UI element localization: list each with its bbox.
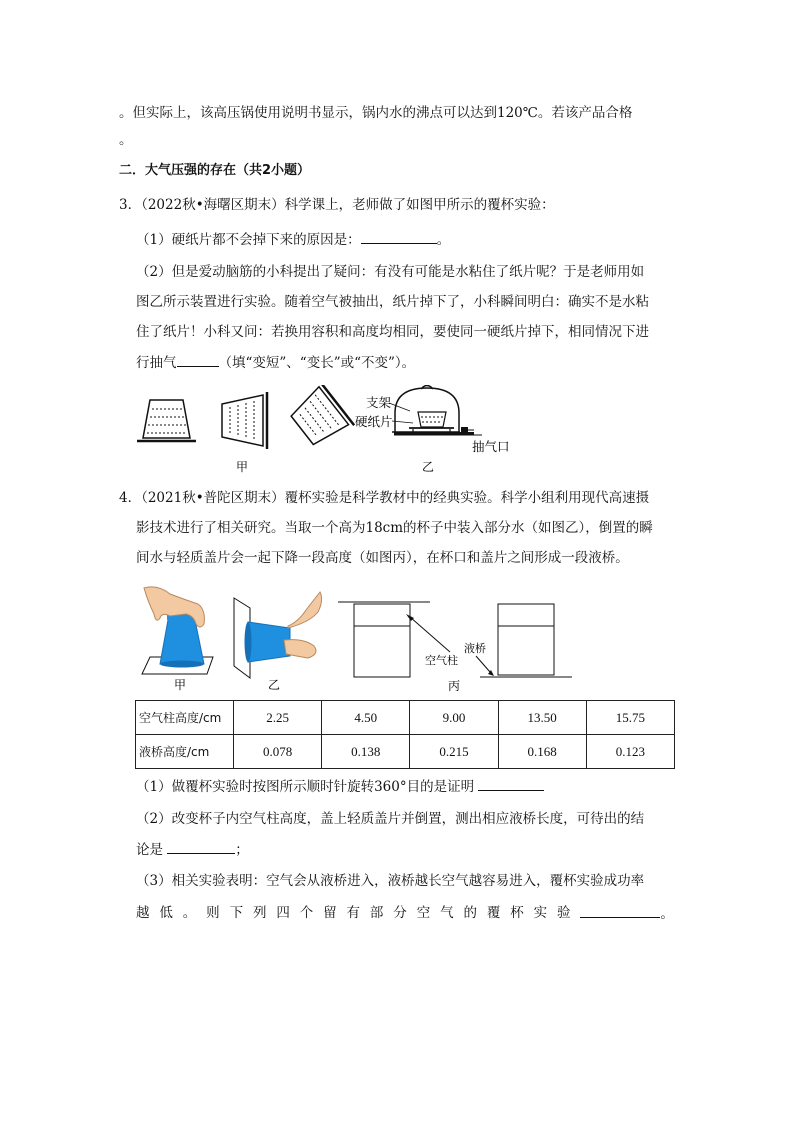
table-cell: 0.138	[322, 735, 410, 769]
row-header: 空气柱高度/cm	[136, 701, 234, 735]
fig-label-bing: 丙	[448, 679, 461, 693]
q4-sub2-line1: （2）改变杯子内空气柱高度，盖上轻质盖片并倒置，测出相应液桥长度，可待出的结	[136, 811, 645, 827]
fig-label-jia: 甲	[174, 678, 187, 692]
char: 个	[299, 905, 314, 921]
q3-part2-line4	[136, 353, 415, 372]
char: 气	[440, 905, 454, 921]
table-cell: 0.123	[586, 735, 674, 769]
table-cell: 0.168	[498, 735, 586, 769]
bing-left-cup	[338, 602, 430, 677]
q3-part2-line4b: （填“变短”、“变长”或“不变”）。	[218, 355, 416, 371]
label-air-column: 空气柱	[425, 654, 458, 667]
fig-label-jia: 甲	[236, 460, 249, 474]
intro-line-end: 。	[119, 132, 133, 148]
char: 分	[393, 905, 407, 921]
q4-sub2-line2	[136, 840, 249, 859]
char: 四	[276, 905, 290, 921]
bing-right-cup	[480, 604, 572, 677]
q3-part1-end: 。	[436, 232, 451, 248]
q4-line3: 间水与轻质盖片会一起下降一段高度（如图丙），在杯口和盖片之间形成一段液桥。	[136, 550, 629, 566]
bell-jar-apparatus	[392, 386, 482, 436]
table-cell: 9.00	[410, 701, 498, 735]
data-table	[135, 700, 675, 769]
q3-part1	[136, 230, 450, 249]
char: 下	[229, 905, 244, 921]
char: 的	[463, 905, 477, 921]
intro-line: 。但实际上，该高压锅使用说明书显示，锅内水的沸点可以达到120℃。若该产品合格	[119, 105, 633, 121]
row-header: 液桥高度/cm	[136, 735, 234, 769]
char: 越	[136, 905, 150, 921]
table-row	[136, 701, 675, 735]
q4-figure	[138, 582, 588, 694]
q4-sub2-line2b: ；	[235, 842, 249, 858]
q3-figure	[130, 385, 510, 477]
q4-sub1	[136, 777, 544, 796]
q4-line2: 影技术进行了相关研究。当取一个高为18cm的杯子中装入部分水（如图乙），倒置的瞬	[136, 520, 653, 536]
char: 列	[252, 905, 267, 921]
answer-blank[interactable]	[478, 777, 544, 791]
q3-header: 3．（2022秋•海曙区期末）科学课上，老师做了如图甲所示的覆杯实验：	[119, 197, 555, 213]
char: 则	[206, 905, 220, 921]
char: 杯	[510, 905, 524, 921]
fig-label-yi: 乙	[422, 460, 435, 474]
q4-sub2-line2a: 论是	[136, 842, 163, 858]
table-cell: 13.50	[498, 701, 586, 735]
q4-sub3-line2	[136, 904, 674, 923]
q4-line1: 4．（2021秋•普陀区期末）覆杯实验是科学教材中的经典实验。科学小组利用现代高速摄	[119, 490, 650, 506]
table-cell: 2.25	[234, 701, 322, 735]
cup-upright-icon	[137, 400, 196, 441]
q3-part2-line2: 图乙所示装置进行实验。随着空气被抽出，纸片掉下了，小科瞬间明白：确实不是水粘	[136, 294, 649, 310]
char: 覆	[486, 905, 501, 921]
answer-blank[interactable]	[177, 353, 219, 367]
char: 留	[323, 905, 337, 921]
label-liquid-bridge: 液桥	[464, 642, 486, 655]
q3-part2-line1: （2）但是爱动脑筋的小科提出了疑问：有没有可能是水粘住了纸片呢？于是老师用如	[136, 264, 645, 280]
char: 验	[557, 905, 571, 921]
fig-label-yi: 乙	[268, 678, 281, 692]
cup-sideways-icon	[222, 392, 267, 449]
q3-part2-line3: 住了纸片！小科又问：若换用容积和高度均相同，要使同一硬纸片掉下，相同情况下进	[136, 324, 649, 340]
table-row	[136, 735, 675, 769]
cup-sideways-blue-icon	[234, 592, 322, 678]
section-title: 二．大气压强的存在（共2小题）	[119, 163, 311, 178]
answer-blank[interactable]	[167, 840, 235, 854]
q4-sub3-line1: （3）相关实验表明：空气会从液桥进入，液桥越长空气越容易进入，覆杯实验成功率	[136, 873, 645, 889]
char: 有	[346, 905, 361, 921]
q4-sub3-end: 。	[660, 906, 674, 922]
char: 低	[159, 905, 173, 921]
answer-blank[interactable]	[361, 230, 437, 244]
q3-part1-text: （1）硬纸片都不会掉下来的原因是：	[136, 232, 361, 248]
table-cell: 0.078	[234, 735, 322, 769]
answer-blank[interactable]	[580, 904, 660, 918]
label-support: 支架	[366, 395, 392, 410]
table-cell: 15.75	[586, 701, 674, 735]
char: 空	[416, 905, 431, 921]
cup-tilted-icon	[285, 385, 354, 452]
char: 。	[182, 905, 197, 921]
label-outlet: 抽气口	[472, 439, 510, 454]
char: 部	[369, 905, 384, 921]
q4-sub1-text: （1）做覆杯实验时按图所示顺时针旋转360°目的是证明	[136, 779, 475, 795]
q3-part2-line4a: 行抽气	[136, 355, 177, 371]
table-cell: 4.50	[322, 701, 410, 735]
table-cell: 0.215	[410, 735, 498, 769]
char: 实	[533, 905, 548, 921]
label-card: 硬纸片	[355, 414, 393, 429]
